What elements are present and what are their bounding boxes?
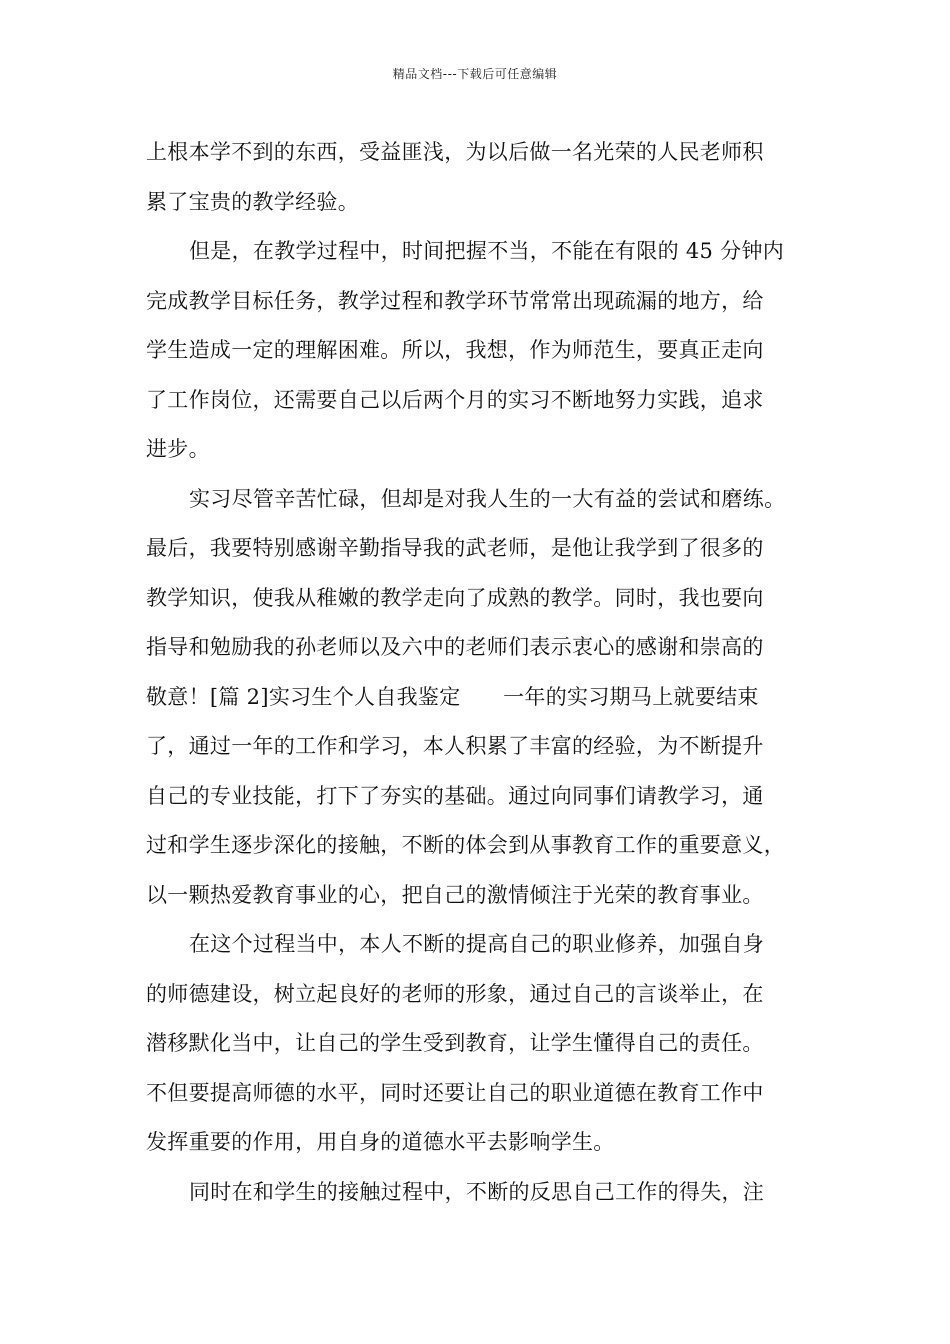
text-line: 完成教学目标任务，教学过程和教学环节常常出现疏漏的地方，给	[146, 288, 764, 313]
page-header: 精品文档---下载后可任意编辑	[392, 67, 558, 81]
text-line: 实习尽管辛苦忙碌，但却是对我人生的一大有益的尝试和磨练。	[189, 486, 786, 511]
text-line: 敬意！[篇 2]实习生个人自我鉴定 一年的实习期马上就要结束	[146, 684, 759, 709]
text-line: 学生造成一定的理解困难。所以，我想，作为师范生，要真正走向	[146, 338, 764, 362]
text-line: 累了宝贵的教学经验。	[146, 189, 359, 214]
text-line: 但是，在教学过程中，时间把握不当，不能在有限的 45 分钟内	[189, 239, 785, 263]
text-line: 同时在和学生的接触过程中，不断的反思自己工作的得失，注	[189, 1179, 765, 1204]
text-line: 以一颗热爱教育事业的心，把自己的激情倾注于光荣的教育事业。	[146, 882, 764, 907]
text-line: 不但要提高师德的水平，同时还要让自己的职业道德在教育工作中	[146, 1080, 764, 1105]
text-line: 了，通过一年的工作和学习，本人积累了丰富的经验，为不断提升	[146, 734, 764, 758]
text-line: 自己的专业技能，打下了夯实的基础。通过向同事们请教学习，通	[146, 783, 764, 808]
text-line: 指导和勉励我的孙老师以及六中的老师们表示衷心的感谢和崇高的	[146, 635, 764, 659]
text-line: 在这个过程当中，本人不断的提高自己的职业修养，加强自身	[189, 932, 765, 956]
text-line: 教学知识，使我从稚嫩的教学走向了成熟的教学。同时，我也要向	[146, 585, 764, 610]
text-line: 潜移默化当中，让自己的学生受到教育，让学生懂得自己的责任。	[146, 1031, 764, 1055]
body-text	[146, 128, 826, 1217]
text-line: 最后，我要特别感谢辛勤指导我的武老师，是他让我学到了很多的	[146, 536, 764, 560]
text-line: 上根本学不到的东西，受益匪浅，为以后做一名光荣的人民老师积	[146, 140, 764, 164]
text-line: 的师德建设，树立起良好的老师的形象，通过自己的言谈举止，在	[146, 981, 764, 1006]
text-line: 了工作岗位，还需要自己以后两个月的实习不断地努力实践，追求	[146, 387, 764, 412]
text-line: 过和学生逐步深化的接触，不断的体会到从事教育工作的重要意义，	[146, 833, 785, 857]
text-line: 进步。	[146, 437, 210, 461]
text-line: 发挥重要的作用，用自身的道德水平去影响学生。	[146, 1130, 615, 1154]
